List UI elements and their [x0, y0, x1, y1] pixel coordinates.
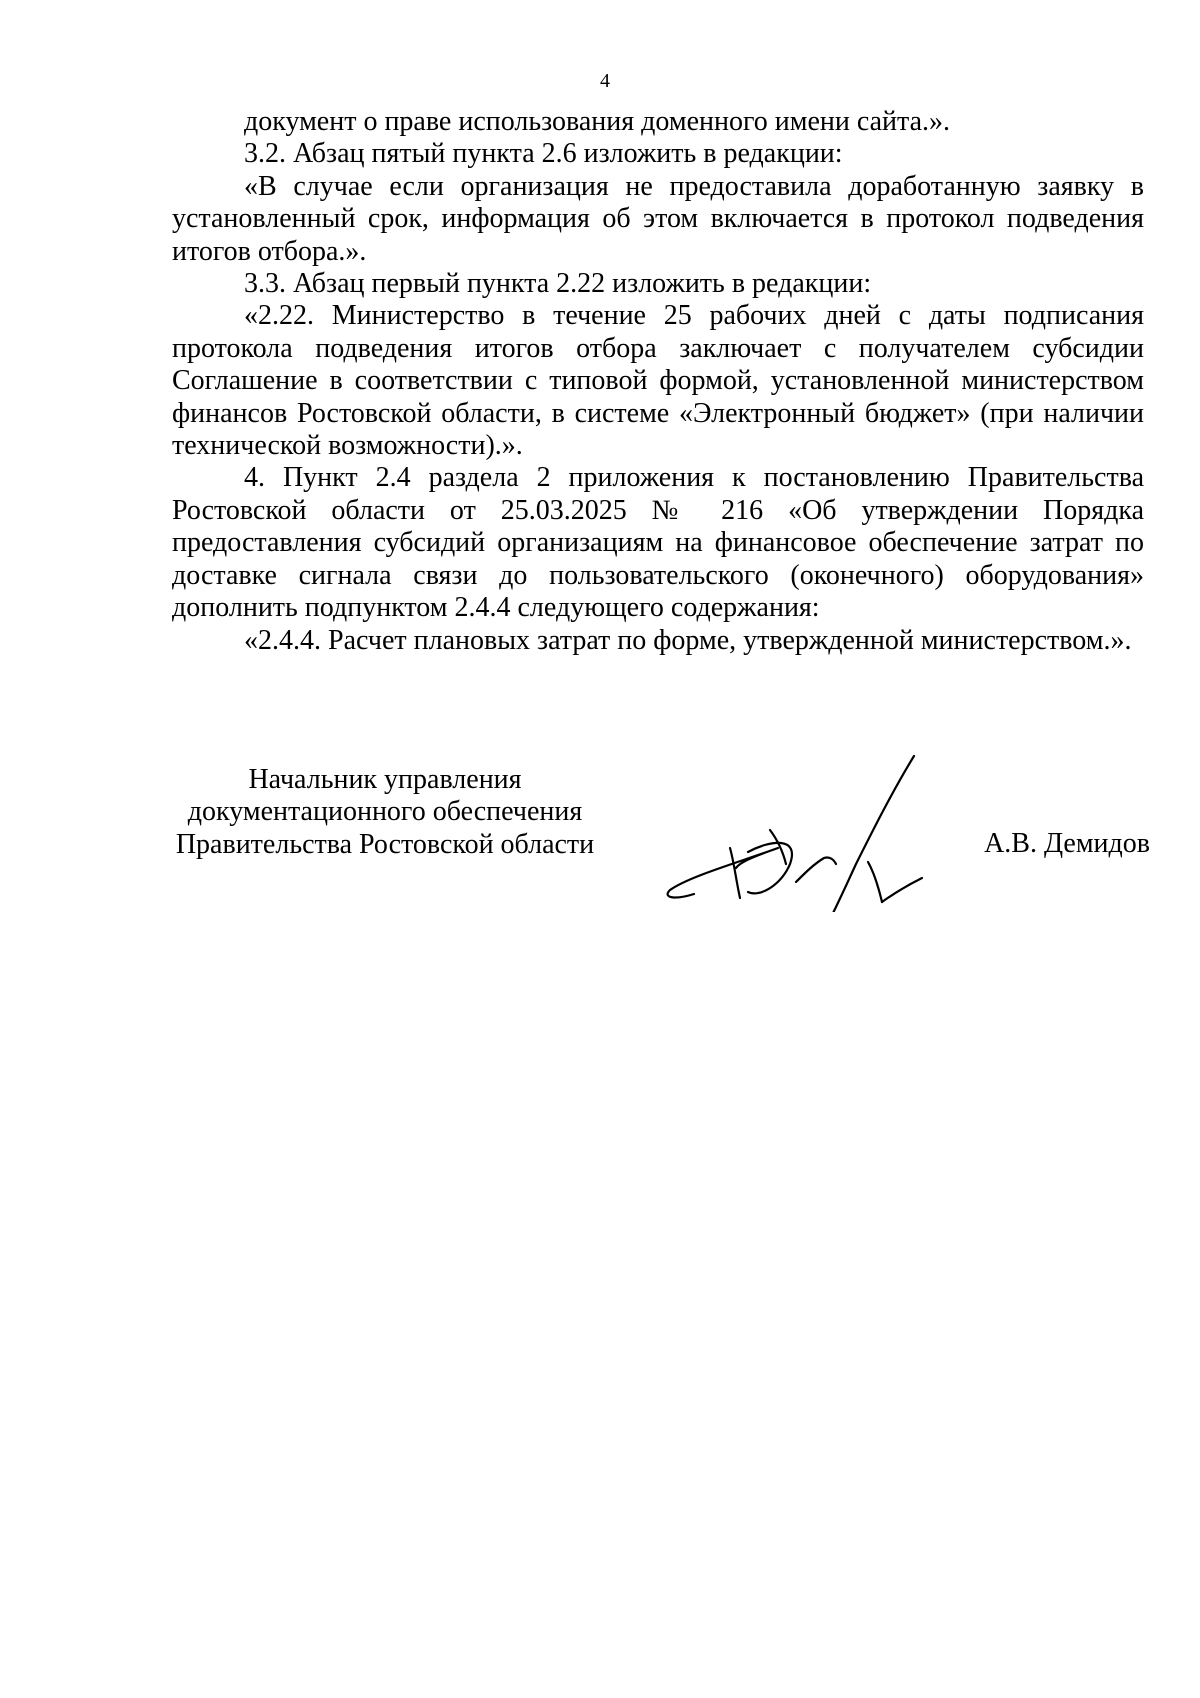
paragraph-item-4: 4. Пункт 2.4 раздела 2 приложения к постановлению Правительства Ростовской области от 25.03.2025 № 216 «Об утверждении Порядка предоставления субсидий организациям на финансовое обеспечение затрат по доставке сигнала связи до пользовательского (оконечного) оборудования» дополнить подпунктом 2.4.4 следующего содержания:: [172, 462, 1144, 624]
signatory-name: А.В. Демидов: [984, 828, 1150, 859]
document-body: [172, 106, 1144, 657]
paragraph-quote-2-4-4: «2.4.4. Расчет плановых затрат по форме, утвержденной министерством.».: [244, 624, 1132, 656]
position-line-1: Начальник управления: [248, 764, 522, 795]
paragraph-quote-2-22: «2.22. Министерство в течение 25 рабочих дней с даты подписания протокола подведения итогов отбора заключает с получателем субсидии Соглашение в соответствии с типовой формой, установленной министерством финансов Ростовской области, в системе «Электронный бюджет» (при наличии технической возможности).».: [172, 300, 1144, 462]
handwritten-signature-icon: [650, 752, 950, 912]
page-number: 4: [600, 70, 610, 92]
paragraph-quote-2-6: «В случае если организация не предоставила доработанную заявку в установленный срок, информация об этом включается в протокол подведения итогов отбора.».: [172, 170, 1144, 267]
paragraph-item-3-3: 3.3. Абзац первый пункта 2.22 изложить в редакции:: [244, 268, 872, 300]
paragraph-item-3-2: 3.2. Абзац пятый пункта 2.6 изложить в редакции:: [244, 138, 843, 170]
position-line-2: документационного обеспечения: [187, 796, 583, 828]
paragraph-domain-document: документ о праве использования доменного имени сайта.».: [244, 106, 951, 137]
position-line-3: Правительства Ростовской области: [175, 828, 595, 860]
signatory-position: [150, 764, 620, 861]
